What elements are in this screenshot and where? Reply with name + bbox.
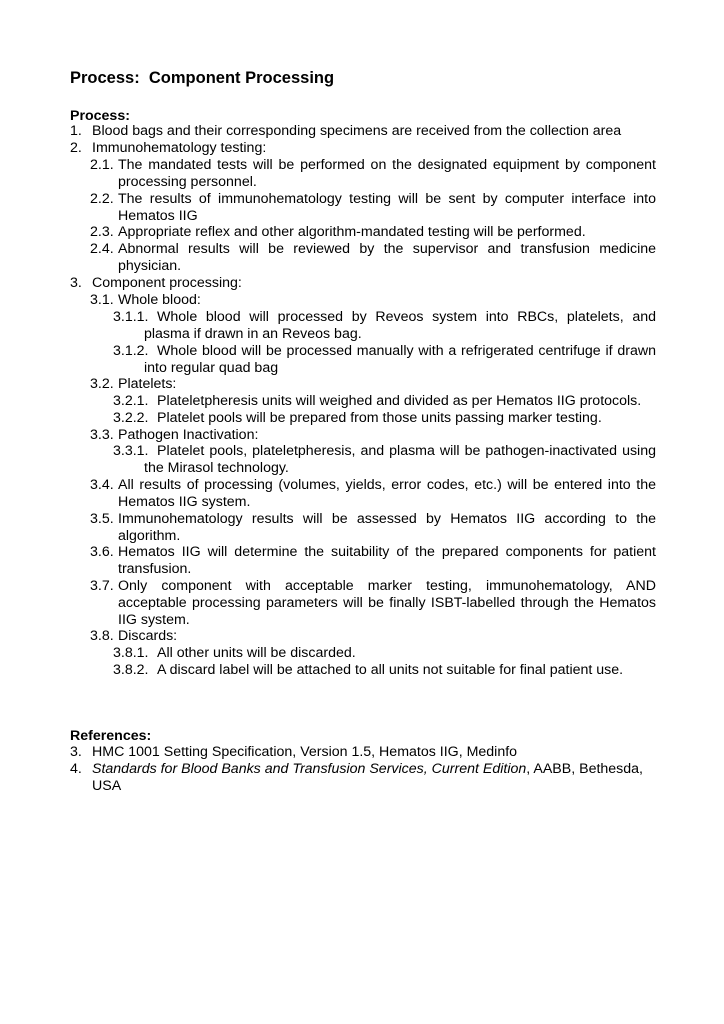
reference-text [92,761,656,795]
item-number: 3.1.1. [113,309,149,325]
list-item [0,224,656,241]
item-number: 3.4. [90,477,114,493]
list-item [0,578,656,628]
item-number: 1. [70,123,82,139]
item-text: A discard label will be attached to all units not suitable for final patient use. [157,662,624,678]
item-number: 3.7. [90,578,114,594]
item-number: 3.2.2. [113,410,149,426]
item-text: Appropriate reflex and other algorithm-mandated testing will be performed. [118,224,586,240]
reference-item [0,761,656,795]
list-item [0,343,656,377]
item-number: 3.2.1. [113,393,149,409]
item-text: Whole blood will processed by Reveos system into RBCs, platelets, and plasma if drawn in an Reveos bag. [144,309,656,342]
item-number: 2.1. [90,157,114,173]
item-text: The results of immunohematology testing will be sent by computer interface into Hematos IIG [118,191,656,224]
item-number: 3.8.2. [113,662,149,678]
list-item [0,443,656,477]
reference-title: Standards for Blood Banks and Transfusion Services, Current Edition [92,761,527,777]
item-number: 3.5. [90,511,114,527]
item-text: Immunohematology results will be assessed by Hematos IIG according to the algorithm. [118,511,656,544]
list-item [0,157,656,191]
list-item [0,645,656,662]
item-text: Blood bags and their corresponding specimens are received from the collection area [92,123,622,139]
item-text: Only component with acceptable marker testing, immunohematology, AND acceptable processing parameters will be finally ISBT-labelled through the Hematos IIG system. [118,578,656,628]
process-heading: Process: [70,108,130,124]
list-item [0,123,656,140]
references-heading: References: [70,728,152,744]
item-text: Discards: [118,628,178,644]
list-item [0,309,656,343]
item-number: 3.3. [90,427,114,443]
item-text: Hematos IIG will determine the suitability of the prepared components for patient transfusion. [118,544,656,577]
list-item [0,241,656,275]
item-text: Whole blood: [118,292,201,308]
list-item [0,410,656,427]
item-number: 2.4. [90,241,114,257]
item-number: 3.3.1. [113,443,149,459]
item-text: Component processing: [92,275,242,291]
item-number: 3.6. [90,544,114,560]
reference-item [0,744,656,761]
item-number: 3.8. [90,628,114,644]
item-number: 3.2. [90,376,114,392]
list-item [0,511,656,545]
list-item [0,628,656,645]
item-number: 3.1. [90,292,114,308]
document-title: Process: Component Processing [70,69,335,87]
item-text: Platelet pools will be prepared from those units passing marker testing. [157,410,602,426]
item-text: Plateletpheresis units will weighed and divided as per Hematos IIG protocols. [157,393,642,409]
list-item [0,376,656,393]
reference-number: 3. [70,744,82,760]
item-number: 3.1.2. [113,343,149,359]
item-number: 2. [70,140,82,156]
list-item [0,662,656,679]
item-number: 3. [70,275,82,291]
reference-number: 4. [70,761,82,777]
list-item [0,191,656,225]
list-item [0,544,656,578]
item-number: 2.2. [90,191,114,207]
item-text: All other units will be discarded. [157,645,356,661]
item-number: 3.8.1. [113,645,149,661]
list-item [0,140,656,157]
item-text: Abnormal results will be reviewed by the supervisor and transfusion medicine physician. [118,241,656,274]
reference-publisher: , AABB, Bethesda, USA [92,761,643,794]
list-item [0,477,656,511]
list-item [0,275,656,292]
item-text: Immunohematology testing: [92,140,267,156]
item-number: 2.3. [90,224,114,240]
item-text: The mandated tests will be performed on the designated equipment by component processing personnel. [118,157,656,190]
item-text: All results of processing (volumes, yields, error codes, etc.) will be entered into the Hematos IIG system. [118,477,656,510]
list-item [0,393,656,410]
reference-text: HMC 1001 Setting Specification, Version 1.5, Hematos IIG, Medinfo [92,744,518,760]
item-text: Platelets: [118,376,177,392]
list-item [0,292,656,309]
list-item [0,427,656,444]
item-text: Platelet pools, plateletpheresis, and plasma will be pathogen-inactivated using the Mirasol technology. [144,443,656,476]
item-text: Whole blood will be processed manually with a refrigerated centrifuge if drawn into regular quad bag [144,343,656,376]
item-text: Pathogen Inactivation: [118,427,259,443]
